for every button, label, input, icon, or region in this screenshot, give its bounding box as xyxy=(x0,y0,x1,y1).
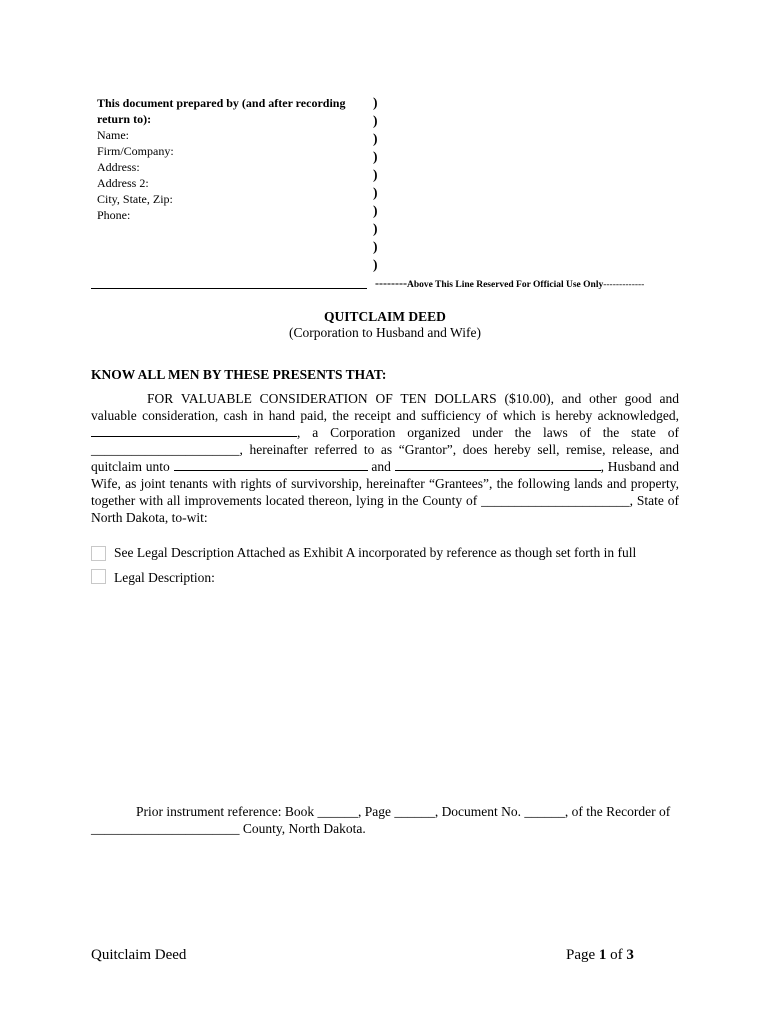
prepared-by-signature-line xyxy=(91,288,367,289)
reserved-tail: ------------- xyxy=(603,280,645,290)
paren: ) xyxy=(373,167,378,182)
reserved-dashes: -------- xyxy=(375,276,407,290)
grantor-name-blank[interactable] xyxy=(91,425,297,437)
legal-description-checkbox[interactable] xyxy=(91,569,106,584)
paren: ) xyxy=(373,131,378,146)
know-all-men-heading: KNOW ALL MEN BY THESE PRESENTS THAT: xyxy=(91,367,387,382)
page-label: Page xyxy=(566,947,596,963)
reserved-line-note xyxy=(375,276,644,291)
of-label: of xyxy=(610,947,623,963)
conveyance-paragraph xyxy=(91,390,679,526)
state-text: , State of North Dakota, to-wit: xyxy=(91,493,679,525)
corporation-text: , a Corporation organized under the laws of the state of xyxy=(297,425,679,440)
paren: ) xyxy=(373,257,378,272)
consideration-text: FOR VALUABLE CONSIDERATION OF TEN DOLLARS ($10.00), and other good and valuable consideration, cash in hand paid, the receipt and sufficiency of which is hereby acknowledged, xyxy=(91,391,679,423)
prepared-by-block xyxy=(97,95,367,223)
reserved-text: Above This Line Reserved For Official Use Only xyxy=(406,280,604,290)
footer-document-name: Quitclaim Deed xyxy=(91,947,187,963)
county-blank[interactable]: ______________________ xyxy=(481,493,630,508)
exhibit-a-label: See Legal Description Attached as Exhibit A incorporated by reference as though set forth in full xyxy=(114,545,637,560)
paren: ) xyxy=(373,113,378,128)
prior-instrument-reference xyxy=(91,803,679,837)
exhibit-a-checkbox[interactable] xyxy=(91,546,106,561)
document-title: QUITCLAIM DEED xyxy=(324,309,446,324)
paren: ) xyxy=(373,221,378,236)
grantee-2-blank[interactable] xyxy=(395,459,601,471)
field-city-state-zip-label: City, State, Zip: xyxy=(97,192,173,206)
prior-instrument-text: Prior instrument reference: Book ______, Page ______, Document No. ______, of the Recorder of xyxy=(136,804,671,819)
paren: ) xyxy=(373,185,378,200)
legal-description-label: Legal Description: xyxy=(114,570,215,585)
field-name-label: Name: xyxy=(97,128,129,142)
page-total: 3 xyxy=(626,947,634,963)
paren: ) xyxy=(373,95,378,110)
field-address2-label: Address 2: xyxy=(97,176,149,190)
field-phone-label: Phone: xyxy=(97,208,131,222)
grantor-text: , hereinafter referred to as “Grantor”, does hereby sell, remise, release, and quitclaim unto xyxy=(91,442,679,474)
paren: ) xyxy=(373,239,378,254)
recorder-county-blank[interactable]: ______________________ xyxy=(91,821,240,836)
page-current: 1 xyxy=(598,947,607,963)
grantee-1-blank[interactable] xyxy=(174,459,368,471)
paren: ) xyxy=(373,149,378,164)
footer-page-number xyxy=(566,947,634,964)
prepared-by-heading: This document prepared by (and after recording return to): xyxy=(97,96,346,126)
paren: ) xyxy=(373,203,378,218)
field-address-label: Address: xyxy=(97,160,140,174)
document-subtitle: (Corporation to Husband and Wife) xyxy=(289,325,481,340)
bracket-column xyxy=(373,94,378,274)
county-north-dakota-text: County, North Dakota. xyxy=(239,821,366,836)
state-of-incorporation-blank[interactable]: ______________________ xyxy=(91,442,240,457)
field-firm-label: Firm/Company: xyxy=(97,144,174,158)
grantees-text: , Husband and Wife, as joint tenants with rights of survivorship, hereinafter “Grantees”, the following lands and property, together with all improvements located thereon, lying in the County of xyxy=(91,459,680,508)
and-text: and xyxy=(371,459,391,474)
